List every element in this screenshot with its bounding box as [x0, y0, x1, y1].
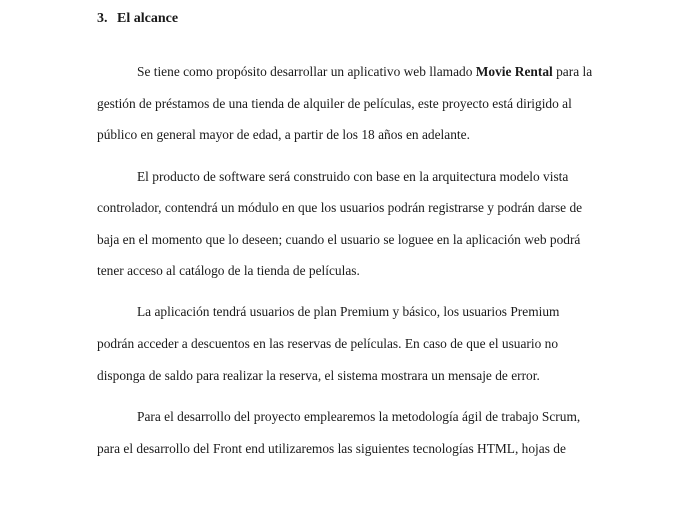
paragraph-2-line-3: baja en el momento que lo deseen; cuando el usuario se loguee en la aplicación web podrá [97, 232, 581, 247]
section-number: 3. [97, 11, 108, 26]
paragraph-4-line-2: para el desarrollo del Front end utilizaremos las siguientes tecnologías HTML, hojas de [97, 441, 566, 456]
section-heading [97, 10, 178, 28]
paragraph-1-line-2: gestión de préstamos de una tienda de alquiler de películas, este proyecto está dirigido al [97, 96, 572, 111]
app-name: Movie Rental [475, 64, 553, 79]
paragraph-4-line-1: Para el desarrollo del proyecto emplearemos la metodología ágil de trabajo Scrum, [137, 409, 581, 424]
section-title: El alcance [117, 11, 179, 26]
paragraph-3-line-2: podrán acceder a descuentos en las reservas de películas. En caso de que el usuario no [97, 336, 559, 351]
paragraph-3-line-1: La aplicación tendrá usuarios de plan Premium y básico, los usuarios Premium [137, 304, 560, 319]
paragraph-2-line-4: tener acceso al catálogo de la tienda de películas. [97, 263, 360, 278]
paragraph-1-line-1: Se tiene como propósito desarrollar un aplicativo web llamado Movie Rental para la [137, 64, 593, 79]
paragraph-1-line-3: público en general mayor de edad, a partir de los 18 años en adelante. [97, 127, 470, 142]
paragraph-3-line-3: disponga de saldo para realizar la reserva, el sistema mostrara un mensaje de error. [97, 368, 540, 383]
paragraph-2-line-2: controlador, contendrá un módulo en que los usuarios podrán registrarse y podrán darse de [97, 200, 583, 215]
paragraph-2-line-1: El producto de software será construido con base en la arquitectura modelo vista [137, 169, 569, 184]
